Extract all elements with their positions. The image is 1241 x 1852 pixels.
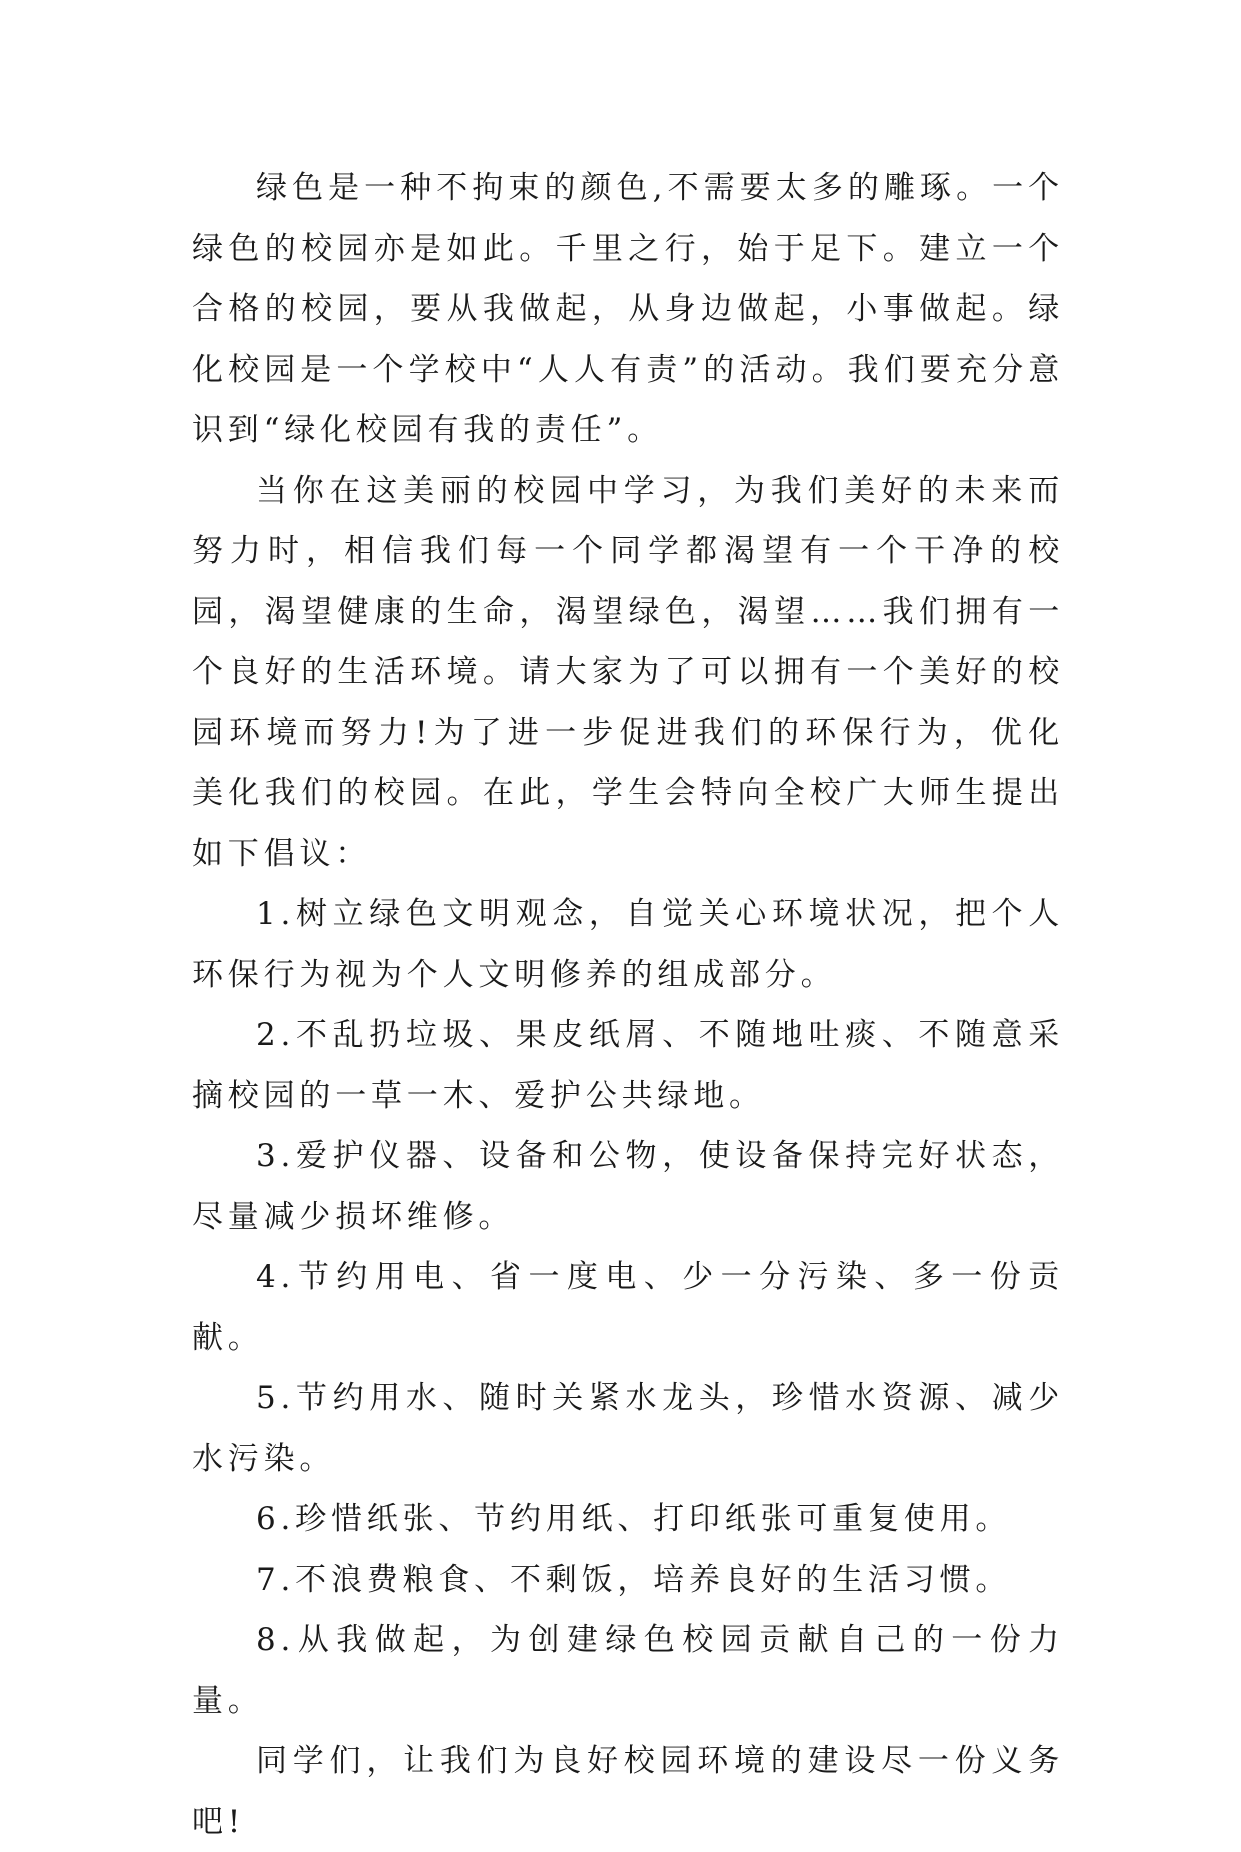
proposal-item-2: 2.不乱扔垃圾、果皮纸屑、不随地吐痰、不随意采摘校园的一草一木、爱护公共绿地。 bbox=[192, 1017, 1064, 1114]
proposal-item-7: 7.不浪费粮食、不剩饭，培养良好的生活习惯。 bbox=[256, 1561, 1012, 1598]
proposal-item-1: 1.树立绿色文明观念，自觉关心环境状况，把个人环保行为视为个人文明修养的组成部分。 bbox=[192, 896, 1064, 993]
paragraph-intro: 绿色是一种不拘束的颜色,不需要太多的雕琢。一个绿色的校园亦是如此。千里之行，始于足下。建立一个合格的校园，要从我做起，从身边做起，小事做起。绿化校园是一个学校中“人人有责”的活动。我们要充分意识到“绿化校园有我的责任”。 bbox=[192, 170, 1064, 448]
document-body bbox=[192, 158, 1064, 1852]
proposal-item-5: 5.节约用水、随时关紧水龙头，珍惜水资源、减少水污染。 bbox=[192, 1380, 1064, 1477]
paragraph-closing: 同学们，让我们为良好校园环境的建设尽一份义务吧! bbox=[192, 1743, 1064, 1840]
proposal-item-6: 6.珍惜纸张、节约用纸、打印纸张可重复使用。 bbox=[256, 1501, 1012, 1537]
proposal-item-4: 4.节约用电、省一度电、少一分污染、多一份贡献。 bbox=[192, 1259, 1064, 1356]
paragraph-proposal-intro: 当你在这美丽的校园中学习，为我们美好的未来而努力时，相信我们每一个同学都渴望有一个干净的校园，渴望健康的生命，渴望绿色，渴望……我们拥有一个良好的生活环境。请大家为了可以拥有一个美好的校园环境而努力!为了进一步促进我们的环保行为，优化美化我们的校园。在此，学生会特向全校广大师生提出如下倡议： bbox=[192, 472, 1064, 872]
proposal-item-3: 3.爱护仪器、设备和公物，使设备保持完好状态，尽量减少损坏维修。 bbox=[192, 1138, 1064, 1235]
proposal-item-8: 8.从我做起，为创建绿色校园贡献自己的一份力量。 bbox=[192, 1622, 1064, 1719]
